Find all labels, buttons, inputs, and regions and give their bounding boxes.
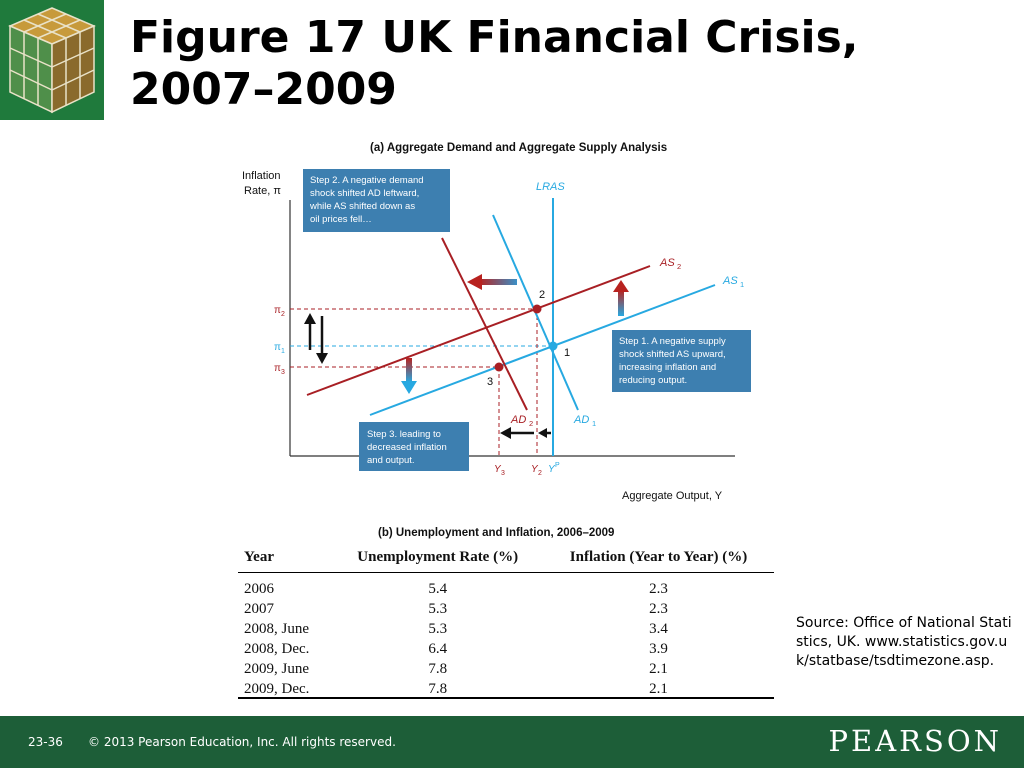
inflation-up-arrow <box>304 313 316 350</box>
step1-line2: shock shifted AS upward, <box>619 349 726 360</box>
step2-line1: Step 2. A negative demand <box>310 175 424 186</box>
step1-line4: reducing output. <box>619 375 688 386</box>
copyright-text: © 2013 Pearson Education, Inc. All rights reserved. <box>88 735 396 749</box>
output-left-arrow-small <box>538 428 551 438</box>
cell-year: 2009, June <box>244 661 309 677</box>
cell-inflation: 2.3 <box>649 581 668 597</box>
step1-line1: Step 1. A negative supply <box>619 336 726 347</box>
source-note: Source: Office of National Statistics, UK. www.statistics.gov.uk/statbase/tsdtimezone.asp. <box>796 615 1012 669</box>
cell-unemployment: 6.4 <box>428 641 448 657</box>
unemployment-inflation-table <box>238 546 774 699</box>
table-header-row <box>238 546 774 573</box>
step3-line2: decreased inflation <box>367 442 447 453</box>
x-tick-y2: Y <box>531 464 538 475</box>
header-unemployment: Unemployment Rate (%) <box>332 546 543 573</box>
cell-inflation: 2.3 <box>649 601 668 617</box>
publisher-logo: PEARSON <box>828 724 1002 758</box>
x-axis-label: Aggregate Output, Y <box>622 490 723 502</box>
table-row <box>238 639 774 659</box>
equilibrium-point-3 <box>495 363 504 372</box>
x-tick-yp: Y <box>548 464 555 475</box>
y-tick-pi3-sub: 3 <box>281 369 285 376</box>
cell-unemployment: 5.4 <box>428 581 448 597</box>
point-label-2: 2 <box>539 289 546 301</box>
cell-year: 2007 <box>244 601 274 617</box>
cell-inflation: 3.9 <box>649 641 668 657</box>
step1-line3: increasing inflation and <box>619 362 717 373</box>
cell-year: 2008, Dec. <box>244 641 310 657</box>
step1-callout <box>612 330 751 392</box>
cell-unemployment: 5.3 <box>428 621 448 637</box>
ad2-label: AD <box>511 414 527 426</box>
cell-unemployment: 5.3 <box>428 601 448 617</box>
x-tick-y3: Y <box>494 464 501 475</box>
equilibrium-point-1 <box>549 342 558 351</box>
y-tick-pi2-sub: 2 <box>281 311 285 318</box>
step2-callout <box>303 169 450 232</box>
as1-label: AS <box>723 275 738 287</box>
table-row <box>238 599 774 619</box>
cell-inflation: 2.1 <box>649 681 668 697</box>
header-inflation: Inflation (Year to Year) (%) <box>543 546 774 573</box>
y-tick-pi1-sub: 1 <box>281 348 285 355</box>
step3-line1: Step 3. leading to <box>367 429 441 440</box>
lras-label: LRAS <box>536 181 565 193</box>
header-year: Year <box>238 546 332 573</box>
y-tick-pi1: π <box>274 342 281 353</box>
equilibrium-point-2 <box>533 305 542 314</box>
panel-b-title: (b) Unemployment and Inflation, 2006–2009 <box>378 527 615 539</box>
y-tick-pi2: π <box>274 305 281 316</box>
cell-year: 2006 <box>244 581 274 597</box>
output-left-arrow-black <box>500 427 534 439</box>
point-label-3: 3 <box>487 376 494 388</box>
slide-title-line2: 2007–2009 <box>130 64 397 115</box>
x-tick-yp-sup: P <box>555 462 560 469</box>
table-row <box>238 659 774 679</box>
ad-shift-left-arrow <box>467 274 517 290</box>
ad2-label-sub: 2 <box>529 419 534 428</box>
cell-unemployment: 7.8 <box>428 661 448 677</box>
table-row <box>238 679 774 699</box>
ad1-label: AD <box>574 414 590 426</box>
as2-label-sub: 2 <box>677 262 682 271</box>
as2-label: AS <box>660 257 675 269</box>
as-shift-down-arrow <box>401 358 417 394</box>
table-row <box>238 619 774 639</box>
inflation-down-arrow <box>316 316 328 364</box>
panel-a-title: (a) Aggregate Demand and Aggregate Supply Analysis <box>370 142 668 154</box>
x-tick-y3-sub: 3 <box>501 470 505 477</box>
step2-line3: while AS shifted down as <box>310 201 416 212</box>
y-tick-pi3: π <box>274 363 281 374</box>
slide-number: 23-36 <box>28 735 63 749</box>
step3-callout <box>359 422 469 471</box>
as-shift-up-arrow <box>613 280 629 316</box>
y-axis-label-line2: Rate, π <box>244 185 281 197</box>
cell-unemployment: 7.8 <box>428 681 448 697</box>
step3-line3: and output. <box>367 455 415 466</box>
ad1-label-sub: 1 <box>592 419 597 428</box>
cell-inflation: 2.1 <box>649 661 668 677</box>
cell-inflation: 3.4 <box>649 621 668 637</box>
table-bottom-rule <box>238 697 774 699</box>
slide-title-line1: Figure 17 UK Financial Crisis, <box>130 12 859 63</box>
step2-line4: oil prices fell… <box>310 214 372 225</box>
footer-bar <box>0 716 1024 768</box>
as1-label-sub: 1 <box>740 280 745 289</box>
x-tick-y2-sub: 2 <box>538 470 542 477</box>
cell-year: 2009, Dec. <box>244 681 310 697</box>
step2-line2: shock shifted AD leftward, <box>310 188 420 199</box>
table-row <box>238 573 774 600</box>
y-axis-label-line1: Inflation <box>242 170 281 182</box>
cell-year: 2008, June <box>244 621 309 637</box>
point-label-1: 1 <box>564 347 571 359</box>
